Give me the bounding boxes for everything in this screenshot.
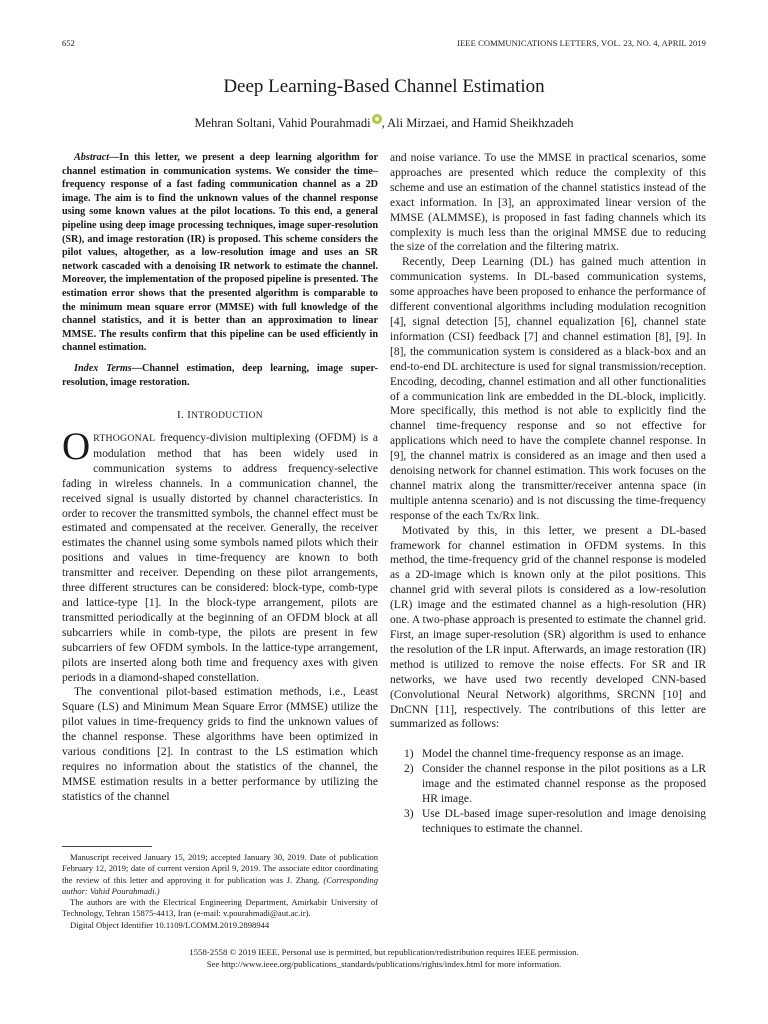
footnote-doi: Digital Object Identifier 10.1109/LCOMM.2019.2898944 [70, 919, 270, 930]
abstract-text: In this letter, we present a deep learning algorithm for channel estimation in communication systems. We consider the time–frequency response of a fast fading communication channel as a 2D image. The aim is to find the unknown values of the channel response using some known values at the pilot locations. To this end, a general pipeline using deep image processing techniques, image super-resolution (SR), and image restoration (IR) is proposed. This scheme considers the pilot values, altogether, as a low-resolution image and uses an SR network cascaded with a denoising IR network to estimate the channel. Moreover, the implementation of the proposed pipeline is presented. The estimation error shows that the presented algorithm is comparable to the minimum mean square error (MMSE) with full knowledge of the channel statistics, and it is better than an approximation to linear MMSE. The results confirm that this pipeline can be used efficiently in channel estimation. [62, 152, 378, 354]
author-names-part2: , Ali Mirzaei, and Hamid Sheikhzadeh [381, 116, 574, 130]
section-title-rest: NTRODUCTION [191, 411, 263, 422]
list-item-text: Consider the channel response in the pilot positions as a LR image and the estimated channel response as the proposed HR image. [422, 763, 706, 806]
footnote-affiliation: The authors are with the Electrical Engineering Department, Amirkabir University of Technology, Tehran 15875-4413, Iran (e-mail: v.pourahmadi@aut.ac.ir). [62, 897, 378, 919]
list-item-number: 1) [404, 748, 414, 761]
index-terms-text: Channel estimation, deep learning, image super-resolution, image restoration. [62, 362, 378, 388]
author-list [0, 114, 768, 131]
footnotes [62, 852, 378, 931]
intro-paragraph-2: The conventional pilot-based estimation methods, i.e., Least Square (LS) and Minimum Mean Square Error (MMSE) utilize the pilot values in time-frequency grids to find the unknown values of the channel response. These algorithms have been optimized in various conditions [2]. In contrast to the LS estimation which requires no information about the statistics of the channel, the MMSE estimation results in a better performance by utilizing the statistics of the channel [62, 686, 378, 803]
copyright-notice [0, 947, 768, 970]
contributions-list [390, 747, 706, 836]
intro-paragraph-1-text: frequency-division multiplexing (OFDM) is a modulation method that has been widely used in communication systems to address frequency-selective fading in wireless channels. In a communication channel, the received signal is usually distorted by channel characteristics. In order to recover the transmitted symbols, the channel effect must be estimated and compensated at the receiver. Generally, the receiver estimates the channel using some symbols named pilots which their positions and values in time-frequency are known to both transmitter and receiver. Depending on these pilot arrangements, three different structures can be considered: block-type, comb-type and lattice-type [1]. In the block-type arrangement, pilots are transmitted periodically at the beginning of an OFDM block at all subcarriers while in comb-type, the pilots are present in few subcarriers of few OFDM symbols. In the lattice-type arrangement, pilots are inserted along both time and frequency axes with given periods in a diamond-shaped constellation. [62, 432, 378, 684]
page-number: 652 [62, 38, 75, 48]
copyright-line-1: 1558-2558 © 2019 IEEE. Personal use is permitted, but republication/redistribution requires IEEE permission. [189, 947, 579, 957]
journal-header: IEEE COMMUNICATIONS LETTERS, VOL. 23, NO. 4, APRIL 2019 [457, 38, 706, 48]
section-heading-introduction [62, 408, 378, 424]
drop-cap: O [62, 425, 91, 468]
index-terms [62, 362, 378, 389]
index-terms-lead: Index Terms— [74, 362, 142, 374]
first-word: RTHOGONAL [93, 433, 156, 444]
list-item-number: 3) [404, 807, 414, 820]
orcid-icon[interactable] [372, 114, 382, 124]
list-item [390, 762, 706, 807]
paper-title: Deep Learning-Based Channel Estimation [223, 76, 545, 97]
intro-paragraph-3: Recently, Deep Learning (DL) has gained much attention in communication systems. In DL-based communication systems, some approaches have been proposed to enhance the performance of different conventional algorithms including modulation recognition [4], signal detection [5], channel equalization [6], channel state information (CSI) feedback [7] and channel estimation [8], [9]. In [8], the communication system is considered as a black-box and an end-to-end DL architecture is used for signal transmission/reception. Encoding, decoding, channel estimation and all other functionalities of a communication link are embedded in the DL-block, implicitly. More specifically, this method is not able to explicitly find the channel time-frequency response and so not effective for applications which need to have the complete channel response. In [9], the channel matrix is considered as an image and then used a denoising network for channel estimation. This work focuses on the channel matrix along the transmitter/receiver antenna space (in multiple antenna scenario) and is not discussing the time-frequency response of the each Tx/Rx link. [390, 256, 706, 522]
footnote-manuscript [62, 852, 378, 897]
list-item [390, 807, 706, 837]
list-item-text: Model the channel time-frequency response as an image. [422, 748, 684, 761]
intro-paragraph-2-continued: and noise variance. To use the MMSE in practical scenarios, some approaches are presented which reduce the complexity of this scheme and use an estimation of the channel statistics instead of the exact information. In [3], an approximated linear version of the MMSE (ALMMSE), is proposed in fast fading channels which its complexity is much less than the original MMSE due to reducing the size of the correlation and the filtering matrix. [390, 152, 706, 254]
list-item-text: Use DL-based image super-resolution and image denoising techniques to estimate the channel. [422, 807, 706, 835]
abstract [62, 151, 378, 355]
footnote-manuscript-text: Manuscript received January 15, 2019; accepted January 30, 2019. Date of publication February 12, 2019; date of current version April 9, 2019. The associate editor coordinating the review of this letter and approving it for publication was J. Zhang. [62, 852, 378, 885]
list-item-number: 2) [404, 763, 414, 776]
footnote-corresponding-author: (Corresponding author: Vahid Pourahmadi.) [62, 874, 378, 896]
list-item [390, 747, 706, 762]
intro-paragraph-1 [62, 425, 378, 685]
left-column [62, 151, 378, 805]
abstract-lead: Abstract— [74, 152, 120, 163]
footnote-divider [62, 846, 152, 847]
author-names-part1: Mehran Soltani, Vahid Pourahmadi [194, 116, 371, 130]
section-numeral: I. I [177, 409, 192, 422]
copyright-line-2: See http://www.ieee.org/publications_standards/publications/rights/index.html for more information. [206, 958, 562, 969]
intro-paragraph-4: Motivated by this, in this letter, we present a DL-based framework for channel estimation in OFDM systems. In this method, the time-frequency grid of the channel response is modeled as a 2D-image which is known only at the pilot positions. This channel grid with several pilots is considered as a low-resolution (LR) image and the estimated channel as a high-resolution (HR) one. A two-phase approach is presented to estimate the channel grid. First, an image super-resolution (SR) algorithm is used to enhance the resolution of the LR input. Afterwards, an image restoration (IR) method is utilized to remove the noise effects. For SR and IR networks, we have used two recently developed CNN-based (Convolutional Neural Network) algorithms, SRCNN [10] and DnCNN [11], respectively. The contributions of this letter are summarized as follows: [390, 524, 706, 731]
right-column [390, 151, 706, 837]
